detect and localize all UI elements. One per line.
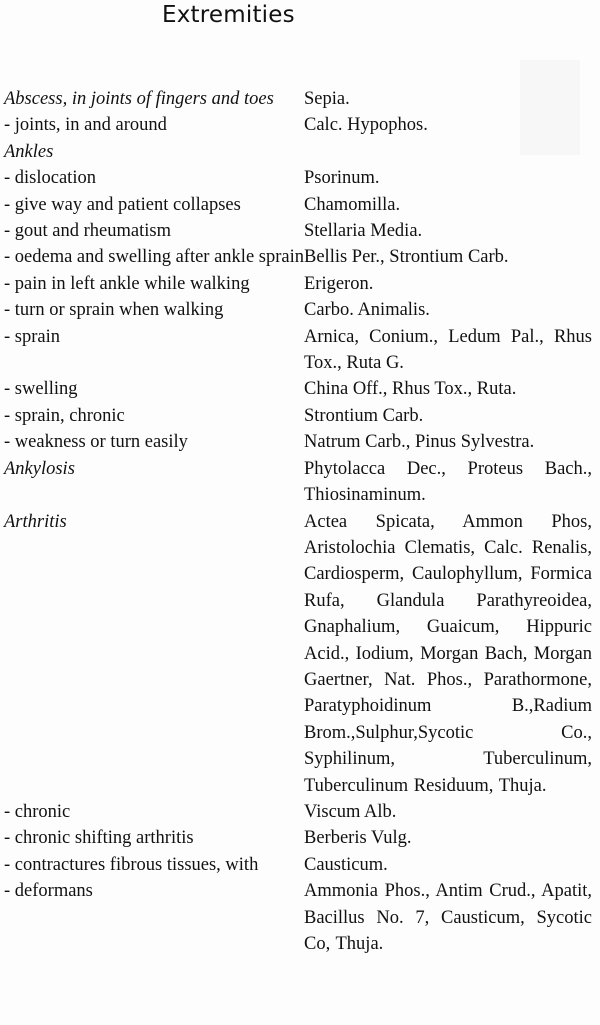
entry-remedy: Natrum Carb., Pinus Sylvestra. (304, 432, 535, 453)
entry-remedy: Psorinum. (304, 168, 380, 189)
index-entry (4, 376, 596, 402)
entry-term: - joints, in and around (4, 115, 167, 136)
index-entry (4, 878, 596, 957)
index-entry (4, 852, 596, 878)
index-entry (4, 271, 596, 297)
index-entry (4, 324, 596, 377)
index-entry (4, 192, 596, 218)
entry-remedy: Actea Spicata, Ammon Phos, Aristolochia Clematis, Calc. Renalis, Cardiosperm, Caulophyllum, Formica Rufa, Glandula Parathyreoidea, Gnaphalium, Guaicum, Hippuric Acid., Iodium, Morgan Bach, Morgan Gaertner, Nat. Phos., Parathormone, Paratyphoidinum B.,Radium Brom.,Sulphur,Sycotic Co., Syphilinum, Tuberculinum, Tuberculinum Residuum, Thuja. (304, 511, 592, 796)
index-entry (4, 799, 596, 825)
index-entries (4, 86, 596, 957)
entry-remedy: Bellis Per., Strontium Carb. (304, 247, 509, 268)
entry-term: Abscess, in joints of fingers and toes (4, 89, 274, 109)
index-entry (4, 825, 596, 851)
entry-term: - dislocation (4, 168, 96, 189)
entry-term: - contractures fibrous tissues, with (4, 854, 259, 875)
index-entry (4, 456, 596, 509)
index-entry (4, 165, 596, 191)
entry-remedy: Berberis Vulg. (304, 828, 412, 849)
index-entry (4, 509, 596, 799)
entry-term: - sprain, chronic (4, 405, 125, 426)
entry-remedy: Causticum. (304, 854, 388, 875)
entry-remedy: Ammonia Phos., Antim Crud., Apatit, Bacillus No. 7, Causticum, Sycotic Co, Thuja. (304, 881, 592, 954)
entry-remedy: Calc. Hypophos. (304, 115, 428, 136)
entry-term: - give way and patient collapses (4, 194, 241, 215)
index-entry (4, 244, 596, 270)
entry-remedy: Erigeron. (304, 273, 374, 294)
index-entry (4, 112, 596, 138)
index-entry (4, 297, 596, 323)
entry-term: Arthritis (4, 511, 67, 532)
entry-remedy: Carbo. Animalis. (304, 300, 430, 321)
entry-term: - deformans (4, 881, 93, 902)
entry-term: - sprain (4, 326, 60, 347)
entry-remedy: Sepia. (304, 89, 350, 109)
entry-term: - chronic shifting arthritis (4, 828, 194, 849)
entry-remedy: China Off., Rhus Tox., Ruta. (304, 379, 517, 400)
index-entry (4, 403, 596, 429)
entry-term: - weakness or turn easily (4, 432, 188, 453)
entry-term: - chronic (4, 801, 71, 822)
index-entry (4, 429, 596, 455)
entry-term: - pain in left ankle while walking (4, 273, 250, 294)
index-entry (4, 139, 596, 165)
page-heading: Extremities (162, 2, 295, 28)
entry-remedy: Phytolacca Dec., Proteus Bach., Thiosinaminum. (304, 458, 592, 506)
entry-term: Ankylosis (4, 458, 75, 479)
entry-term: Ankles (4, 141, 54, 162)
entry-term: - swelling (4, 379, 78, 400)
entry-remedy: Stellaria Media. (304, 221, 423, 242)
entry-remedy: Viscum Alb. (304, 801, 397, 822)
entry-term: - gout and rheumatism (4, 221, 171, 242)
entry-remedy: Arnica, Conium., Ledum Pal., Rhus Tox., Ruta G. (304, 326, 592, 374)
index-entry (4, 218, 596, 244)
entry-remedy: Chamomilla. (304, 194, 401, 215)
index-entry (4, 86, 596, 112)
entry-term: - oedema and swelling after ankle sprain (4, 247, 304, 268)
entry-term: - turn or sprain when walking (4, 300, 224, 321)
entry-remedy: Strontium Carb. (304, 405, 424, 426)
